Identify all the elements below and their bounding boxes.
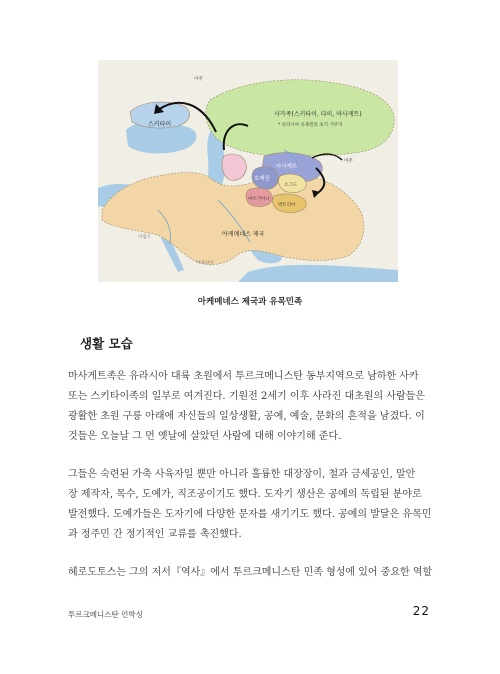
section-title: 생활 모습 [80,336,133,351]
paragraph-line: 광활한 초원 구릉 아래에 자신들의 일상생활, 공예, 예술, 문화의 흔적을 남겼다. 이 [68,411,425,422]
paragraph-1 [68,367,434,447]
map-label-migration-top: 이주 [194,77,203,82]
map-label-bactria: 박트리아 [278,203,296,208]
pink-region [222,154,246,180]
page-number: 22 [412,604,430,618]
paragraph-line: 헤로도토스는 그의 저서『역사』에서 투르크메니스탄 민족 형성에 있어 중요한 역할 [68,567,433,578]
map-label-massagetae: 마사게트 [276,164,298,170]
map-label-achaemenid: 아케메네스 제국 [222,231,265,238]
paragraph-line: 과 정주민 간 정기적인 교류를 촉진했다. [68,529,242,540]
map-label-sogdia: 소그드 [284,183,298,188]
paragraph-line: 마사게트족은 유라시아 대륙 초원에서 투르크메니스탄 동부지역으로 남하한 사카 [68,371,419,382]
map-figure [98,60,398,282]
paragraph-3 [68,563,434,583]
paragraph-line: 그들은 숙련된 가축 사육자일 뿐만 아니라 훌륭한 대장장이, 철과 금세공인, 말안 [68,469,416,480]
paragraph-2 [68,465,434,545]
map-label-saka-note: * 유라시아 유목민의 초기 거주지 [278,123,343,128]
figure-caption: 아케메네스 제국과 유목민족 [197,297,303,307]
map-label-khorezm: 호레즘 [254,176,270,182]
map-label-scythia: 스키타이 [148,121,172,128]
paragraph-line: 또는 스키타이족의 일부로 여겨진다. 기원전 2세기 이후 사라진 대초원의 사람들은 [68,391,425,402]
paragraph-line: 발전했다. 도예가들은 도자기에 다양한 문자를 새기기도 했다. 공예의 발달은 유목민 [68,509,432,520]
paragraph-line: 것들은 오늘날 그 먼 옛날에 살았던 사람에 대해 이야기해 준다. [68,431,342,442]
paragraph-line: 장 제작자, 목수, 도예가, 직조공이기도 했다. 도자기 생산은 공예의 독립된 분야로 [68,489,422,500]
map-label-egypt: 이집트 [138,235,152,240]
map-label-margiana: 마르기아나 [248,197,270,202]
map-label-migration-right: 이주 [344,159,353,164]
running-footer-title: 투르크메니스탄 언박싱 [68,610,143,619]
map-label-arabia: 아라비아 [196,261,214,266]
achaemenid-map [98,60,398,282]
map-label-saka: 사카족(스키타이, 다히, 마사게트) [274,111,362,118]
